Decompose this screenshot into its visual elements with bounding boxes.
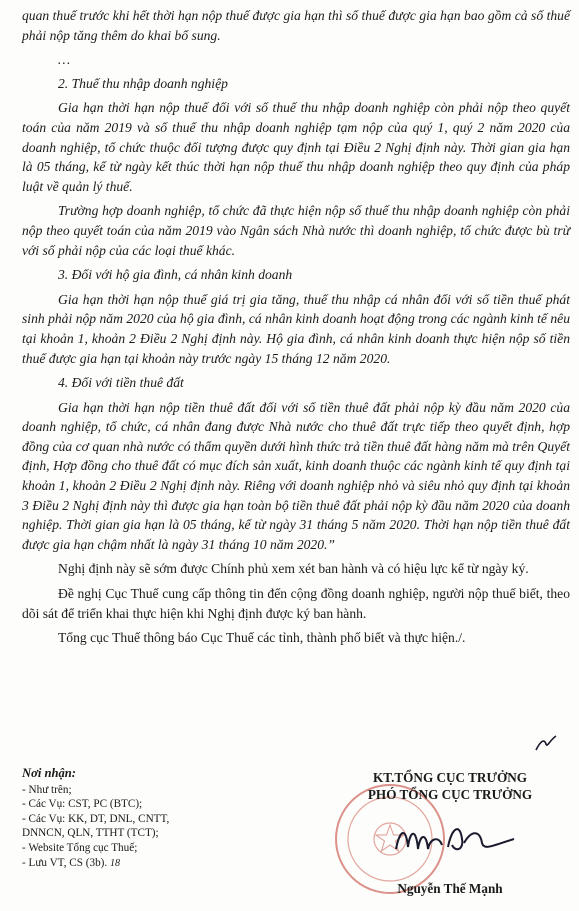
closing-paragraph-3: Tổng cục Thuế thông báo Cục Thuế các tỉnh, thành phố biết và thực hiện./.: [58, 630, 466, 646]
intro-continuation: quan thuế trước khi hết thời hạn nộp thuế được gia hạn thì số thuế được gia hạn bao gồm cả số thuế phải nộp tăng thêm do khai bổ sung.: [22, 8, 570, 43]
closing-paragraph-2: Đề nghị Cục Thuế cung cấp thông tin đến cộng đồng doanh nghiệp, người nộp thuế biết, theo dõi sát để triển khai thực hiện khi Nghị định được ký ban hành.: [22, 586, 570, 621]
document-body: [22, 6, 570, 653]
closing-paragraph-1: Nghị định này sẽ sớm được Chính phủ xem xét ban hành và có hiệu lực kể từ ngày ký.: [58, 561, 529, 577]
recipient-item: - Website Tổng cục Thuế;: [22, 841, 138, 854]
recipients-block: [22, 766, 282, 871]
recipient-item: - Như trên;: [22, 783, 72, 796]
recipient-item: DNNCN, QLN, TTHT (TCT);: [22, 827, 159, 840]
handwritten-signature-icon: [390, 809, 520, 869]
signature-title-line-1: KT.TỔNG CỤC TRƯỞNG: [373, 770, 527, 785]
section-4-heading: 4. Đối với tiền thuê đất: [58, 375, 184, 391]
section-3-paragraph-1: Gia hạn thời hạn nộp thuế giá trị gia tăng, thuế thu nhập cá nhân đối với số tiền thuế phát sinh phải nộp năm 2020 của hộ gia đình, cá nhân kinh doanh hoạt động trong các ngành kinh tế nêu tại khoản 1, khoản 2 Điều 2 Nghị định này. Hộ gia đình, cá nhân kinh doanh thực hiện nộp số tiền thuế được gia hạn tại khoản này trước ngày 15 tháng 12 năm 2020.: [22, 291, 570, 366]
section-4-paragraph-1: Gia hạn thời hạn nộp tiền thuê đất đối với số tiền thuê đất phải nộp kỳ đầu năm 2020 của doanh nghiệp, tổ chức, cá nhân đang được Nhà nước cho thuê đất trực tiếp theo quyết định, hợp đồng của cơ quan nhà nước có thẩm quyền dưới hình thức trả tiền thuê đất hàng năm mà trên Quyết định, Hợp đồng cho thuê đất có mục đích sản xuất, kinh doanh thuộc các ngành kinh tế quy định tại khoản 1, khoản 2 Điều 2 Nghị định này. Riêng với doanh nghiệp nhỏ và siêu nhỏ quy định tại khoản 3 Điều 2 Nghị định này thì được gia hạn toàn bộ tiền thuê đất phải nộp kỳ đầu năm 2020 của doanh nghiệp. Thời gian gia hạn là 05 tháng, kể từ ngày 31 tháng 5 năm 2020. Thời hạn nộp tiền thuê đất được gia hạn chậm nhất là ngày 31 tháng 10 năm 2020.”: [22, 399, 570, 552]
recipient-item: - Lưu VT, CS (3b). 18: [22, 856, 120, 869]
signature-block: [330, 769, 570, 909]
initial-mark-icon: [534, 734, 558, 754]
archive-initials: 18: [110, 857, 120, 869]
signature-title-line-2: PHÓ TỔNG CỤC TRƯỞNG: [367, 787, 533, 802]
ellipsis: …: [58, 52, 71, 68]
section-2-heading: 2. Thuế thu nhập doanh nghiệp: [58, 75, 228, 91]
section-2-paragraph-2: Trường hợp doanh nghiệp, tổ chức đã thực hiện nộp số thuế thu nhập doanh nghiệp còn phải nộp theo quyết toán của năm 2019 vào Ngân sách Nhà nước thì doanh nghiệp, tổ chức được bù trừ với số phải nộp của các loại thuế khác.: [22, 203, 570, 258]
recipient-item: - Các Vụ: CST, PC (BTC);: [22, 798, 143, 811]
section-2-paragraph-1: Gia hạn thời hạn nộp thuế đối với số thuế thu nhập doanh nghiệp còn phải nộp theo quyết toán của năm 2019 và số thuế thu nhập doanh nghiệp tạm nộp của quý 1, quý 2 năm 2020 của doanh nghiệp, tổ chức thuộc đối tượng được quy định tại Điều 2 Nghị định này. Thời gian gia hạn là 05 tháng, kể từ ngày kết thúc thời hạn nộp thuế thu nhập doanh nghiệp theo quy định của pháp luật về quản lý thuế.: [22, 100, 570, 194]
recipients-title: Nơi nhận:: [22, 766, 77, 780]
signer-name: Nguyễn Thế Mạnh: [397, 881, 503, 896]
section-3-heading: 3. Đối với hộ gia đình, cá nhân kinh doanh: [58, 267, 293, 283]
recipient-item: - Các Vụ: KK, DT, DNL, CNTT,: [22, 812, 170, 825]
